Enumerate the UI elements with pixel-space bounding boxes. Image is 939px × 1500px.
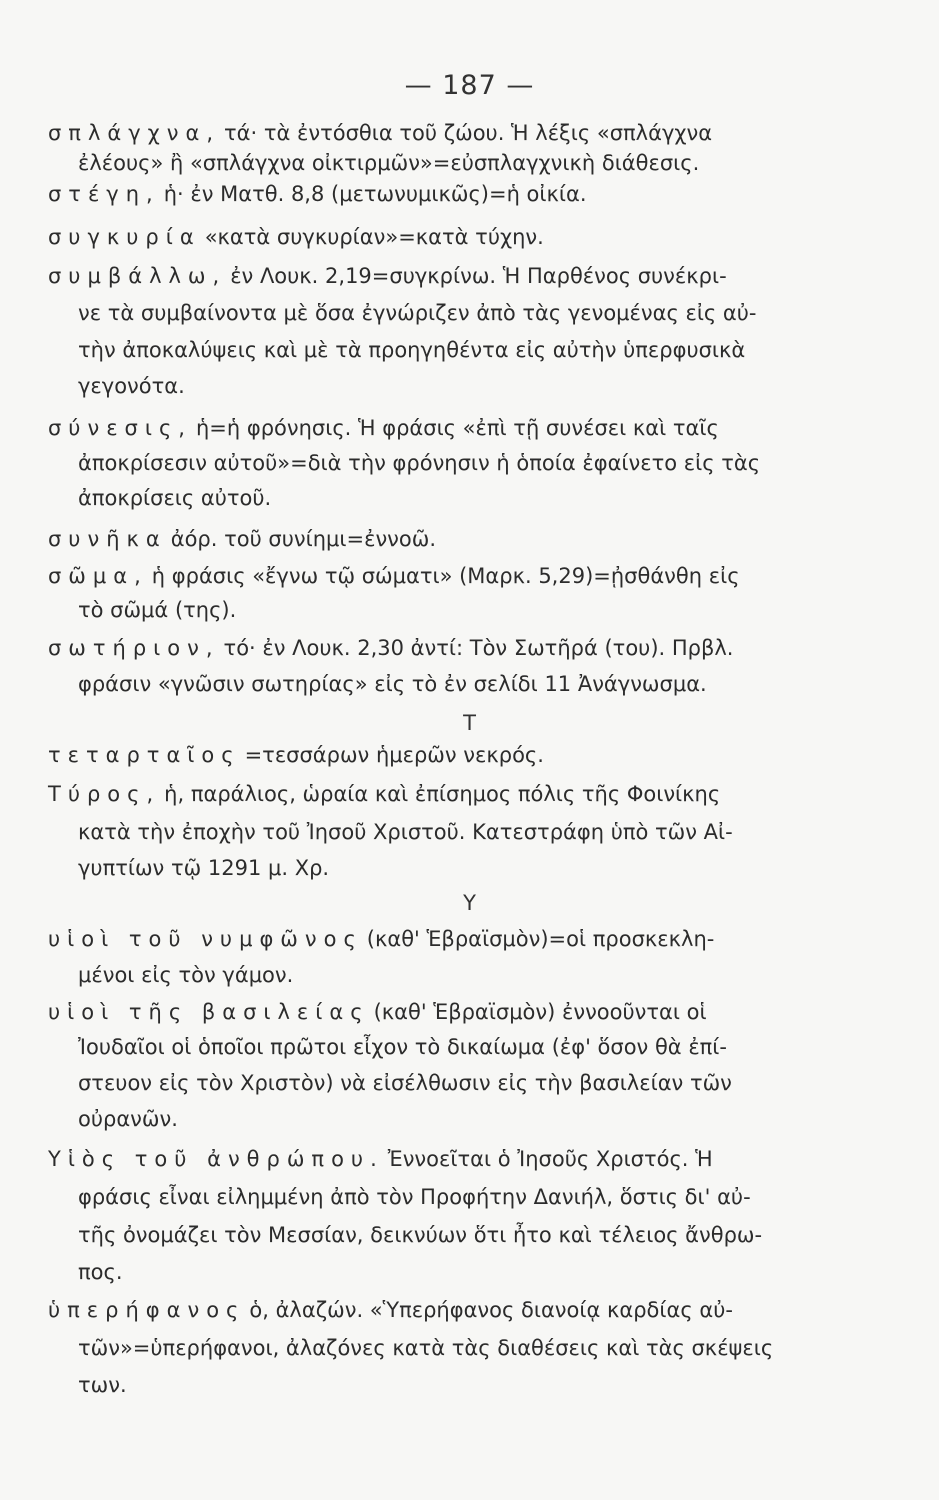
entry-line <box>48 1149 898 1170</box>
entry-line <box>78 1375 898 1396</box>
entry-text: τὴν ἀποκαλύψεις καὶ μὲ τὰ προηγηθέντα εἰς αὐτὴν ὑπερφυσικὰ <box>78 338 746 362</box>
entry-term: σωτήριον, <box>48 636 220 660</box>
entry-text: ἀόρ. τοῦ συνίημι=ἐννοῶ. <box>170 527 437 551</box>
entry-term: σπλάγχνα, <box>48 121 221 145</box>
entry-text: ὁ, ἀλαζών. «Ὑπερήφανος διανοίᾳ καρδίας αὐ- <box>249 1298 733 1322</box>
entry-text: ἡ, παράλιος, ὡραία καὶ ἐπίσημος πόλις τῆς Φοινίκης <box>164 782 721 806</box>
entry-text: τό· ἐν Λουκ. 2,30 ἀντί: Τὸν Σωτῆρά (του). Πρβλ. <box>223 636 734 660</box>
page-number: — 187 — <box>404 70 535 101</box>
entry-line <box>48 745 898 766</box>
entry-line <box>48 123 898 144</box>
entry-text: ἡ φράσις «ἔγνω τῷ σώματι» (Μαρκ. 5,29)=ᾐσθάνθη εἰς <box>151 564 740 588</box>
entry-term: υἱοὶ τῆς βασιλείας <box>48 1000 370 1024</box>
entry-text: ἡ· ἐν Ματθ. 8,8 (μετωνυμικῶς)=ἡ οἰκία. <box>163 182 587 206</box>
entry-text: (καθ' Ἑβραϊσμὸν)=οἱ προσκεκλη- <box>366 927 715 951</box>
entry-line <box>48 529 898 550</box>
entry-line <box>48 638 898 659</box>
entry-line <box>78 1187 898 1208</box>
entry-term: Τύρος, <box>48 782 161 806</box>
entry-line <box>48 1300 898 1321</box>
entry-text: ἀποκρίσεις αὐτοῦ. <box>78 486 272 510</box>
section-letter-tau: Τ <box>463 711 476 735</box>
entry-text: ἀποκρίσεσιν αὐτοῦ»=διὰ τὴν φρόνησιν ἡ ὁποία ἐφαίνετο εἰς τὰς <box>78 451 761 475</box>
entry-line <box>48 184 898 205</box>
entry-line <box>78 965 898 986</box>
entry-line <box>78 1225 898 1246</box>
entry-text: ἐλέους» ἢ «σπλάγχνα οἰκτιρμῶν»=εὐσπλαγχνικὴ διάθεσις. <box>78 151 700 175</box>
entry-line <box>78 822 898 843</box>
entry-line <box>78 600 898 621</box>
entry-line <box>48 784 898 805</box>
entry-term: σύνεσις, <box>48 416 192 440</box>
entry-text: πος. <box>78 1260 123 1284</box>
entry-text: «κατὰ συγκυρίαν»=κατὰ τύχην. <box>204 225 544 249</box>
entry-text: οὐρανῶν. <box>78 1107 178 1131</box>
entry-line <box>78 303 898 324</box>
entry-text: Ἐννοεῖται ὁ Ἰησοῦς Χριστός. Ἡ <box>387 1147 713 1171</box>
entry-text: ἡ=ἡ φρόνησις. Ἡ φράσις «ἐπὶ τῇ συνέσει καὶ ταῖς <box>195 416 719 440</box>
entry-line <box>78 376 898 397</box>
entry-text: των. <box>78 1373 127 1397</box>
entry-line <box>78 488 898 509</box>
entry-line <box>48 1002 898 1023</box>
entry-line <box>78 1109 898 1130</box>
entry-text: τῶν»=ὑπερήφανοι, ἀλαζόνες κατὰ τὰς διαθέσεις καὶ τὰς σκέψεις <box>78 1336 774 1360</box>
entry-term: σῶμα, <box>48 564 148 588</box>
entry-line <box>48 418 898 439</box>
entry-text: φράσις εἶναι εἰλημμένη ἀπὸ τὸν Προφήτην Δανιήλ, ὅστις δι' αὐ- <box>78 1185 751 1209</box>
entry-line <box>78 340 898 361</box>
entry-line <box>78 153 898 174</box>
entry-line <box>48 227 898 248</box>
entry-text: τά· τὰ ἐντόσθια τοῦ ζώου. Ἡ λέξις «σπλάγχνα <box>224 121 713 145</box>
entry-line <box>78 1262 898 1283</box>
entry-text: Ἰουδαῖοι οἱ ὁποῖοι πρῶτοι εἶχον τὸ δικαίωμα (ἐφ' ὅσον θὰ ἐπί- <box>78 1035 727 1059</box>
entry-term: στέγη, <box>48 182 160 206</box>
entry-line <box>48 566 898 587</box>
entry-text: μένοι εἰς τὸν γάμον. <box>78 963 294 987</box>
entry-line <box>48 266 898 287</box>
entry-text: κατὰ τὴν ἐποχὴν τοῦ Ἰησοῦ Χριστοῦ. Κατεστράφη ὑπὸ τῶν Αἰ- <box>78 820 733 844</box>
entry-term: συγκυρία <box>48 225 201 249</box>
entry-term: συμβάλλω, <box>48 264 227 288</box>
entry-text: τὸ σῶμά (της). <box>78 598 237 622</box>
entry-line <box>78 1338 898 1359</box>
entry-text: =τεσσάρων ἡμερῶν νεκρός. <box>244 743 544 767</box>
entry-text: ἐν Λουκ. 2,19=συγκρίνω. Ἡ Παρθένος συνέκρι- <box>230 264 727 288</box>
entry-line <box>78 858 898 879</box>
entry-text: νε τὰ συμβαίνοντα μὲ ὅσα ἐγνώριζεν ἀπὸ τὰς γενομένας εἰς αὐ- <box>78 301 757 325</box>
entry-text: τῆς ὀνομάζει τὸν Μεσσίαν, δεικνύων ὅτι ἦτο καὶ τέλειος ἄνθρω- <box>78 1223 763 1247</box>
entry-line <box>78 1037 898 1058</box>
entry-text: γυπτίων τῷ 1291 μ. Χρ. <box>78 856 330 880</box>
entry-term: Υἱὸς τοῦ ἀνθρώπου. <box>48 1147 384 1171</box>
entry-line <box>48 929 898 950</box>
entry-text: φράσιν «γνῶσιν σωτηρίας» εἰς τὸ ἐν σελίδι 11 Ἀνάγνωσμα. <box>78 672 707 696</box>
entry-text: (καθ' Ἑβραϊσμὸν) ἐννοοῦνται οἱ <box>373 1000 707 1024</box>
entry-term: υἱοὶ τοῦ νυμφῶνος <box>48 927 363 951</box>
entry-text: γεγονότα. <box>78 374 185 398</box>
section-letter-upsilon: Υ <box>463 891 476 915</box>
entry-line <box>78 453 898 474</box>
entry-term: ὑπερήφανος <box>48 1298 246 1322</box>
entry-line <box>78 674 898 695</box>
entry-term: συνῆκα <box>48 527 167 551</box>
entry-text: στευον εἰς τὸν Χριστὸν) νὰ εἰσέλθωσιν εἰς τὴν βασιλείαν τῶν <box>78 1071 732 1095</box>
entry-term: τεταρταῖος <box>48 743 241 767</box>
entry-line <box>78 1073 898 1094</box>
